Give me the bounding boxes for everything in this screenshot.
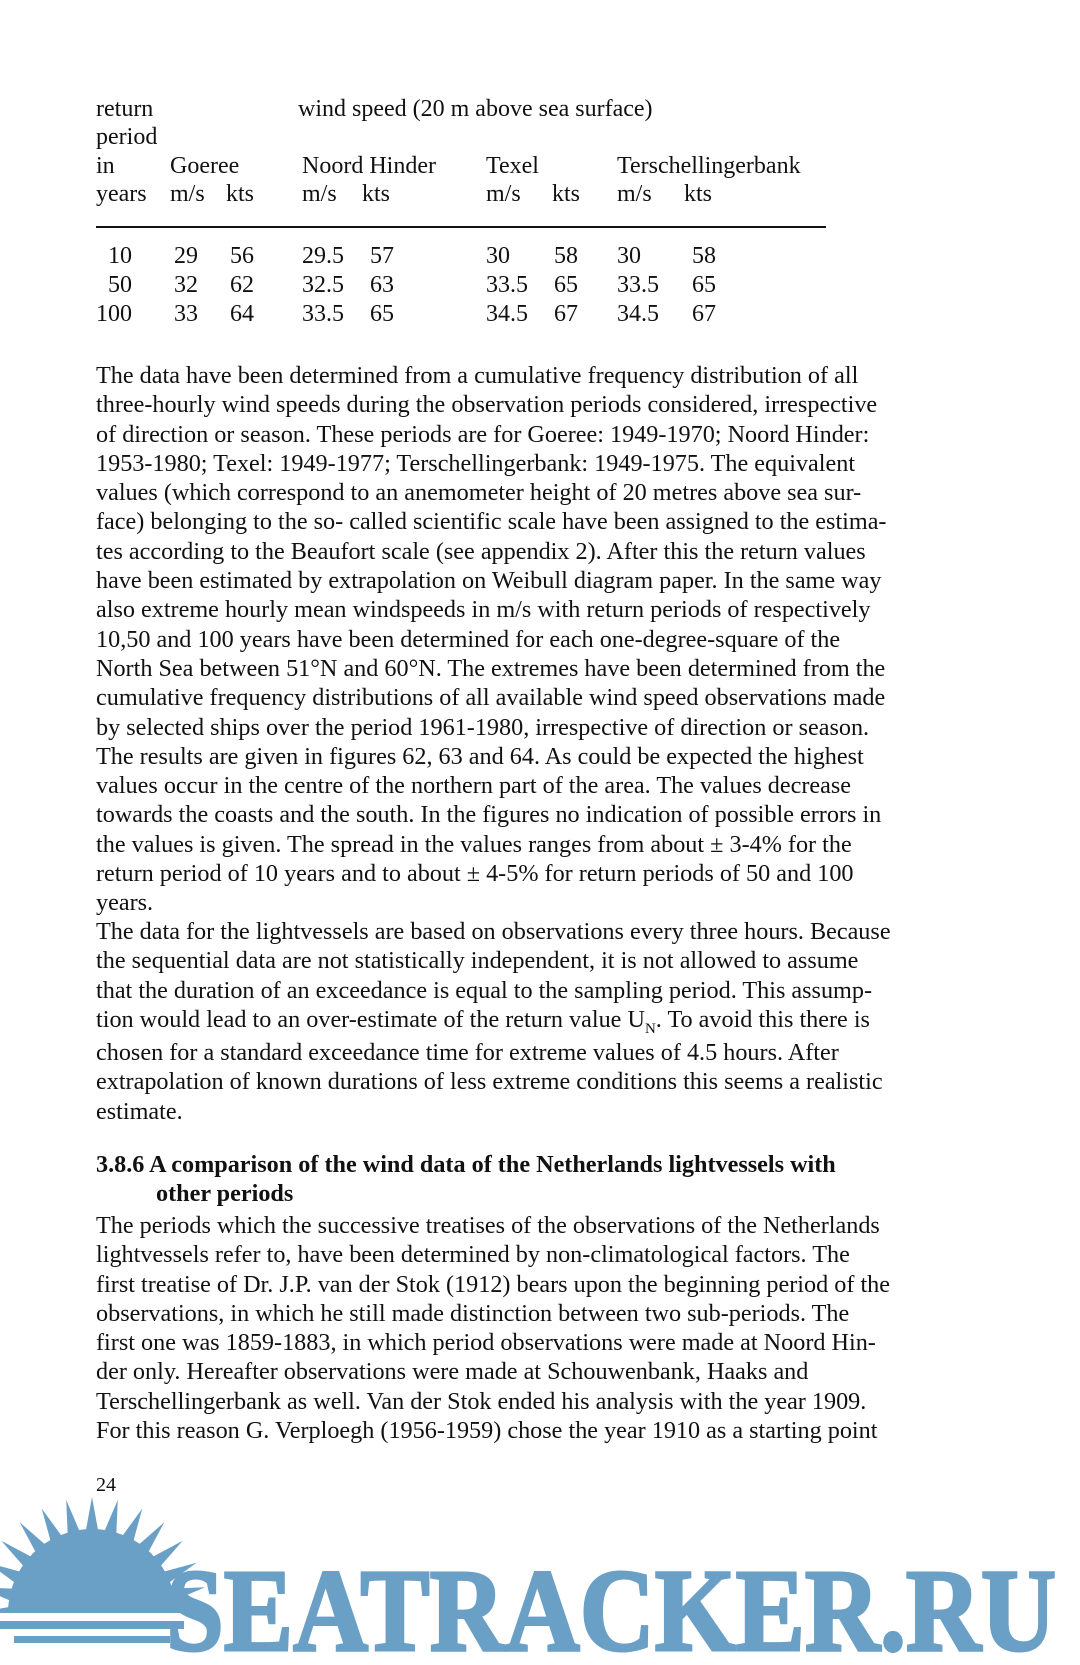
table-cell: 58 xyxy=(692,243,716,269)
text-fragment: tion would lead to an over-estimate of the return value U xyxy=(96,1005,645,1033)
text-line: For this reason G. Verploegh (1956-1959) chose the year 1910 as a starting point xyxy=(96,1417,878,1445)
text-line-with-subscript xyxy=(96,1005,1008,1038)
text-fragment: . To avoid this there is xyxy=(655,1005,870,1033)
text-line: also extreme hourly mean windspeeds in m/s with return periods of respectively xyxy=(96,596,871,624)
text-line: by selected ships over the period 1961-1980, irrespective of direction or season. xyxy=(96,713,870,741)
text-line: The data for the lightvessels are based on observations every three hours. Because xyxy=(96,918,891,945)
text-line: extrapolation of known durations of less extreme conditions this seems a realistic xyxy=(96,1068,883,1096)
table-cell: 32.5 xyxy=(302,272,344,298)
text-line: chosen for a standard exceedance time for extreme values of 4.5 hours. After xyxy=(96,1039,839,1067)
text-line: 10,50 and 100 years have been determined for each one-degree-square of the xyxy=(96,625,841,653)
text-line: estimate. xyxy=(96,1097,183,1125)
table-cell: 33.5 xyxy=(617,272,659,298)
seatracker-watermark xyxy=(0,1495,1080,1665)
text-line: cumulative frequency distributions of all available wind speed observations made xyxy=(96,684,886,712)
text-line: der only. Hereafter observations were made at Schouwenbank, Haaks and xyxy=(96,1358,809,1386)
text-line: first one was 1859-1883, in which period observations were made at Noord Hin- xyxy=(96,1329,876,1357)
text-line: towards the coasts and the south. In the figures no indication of possible errors in xyxy=(96,801,882,829)
table-cell-years: 10 xyxy=(108,243,132,269)
text-line: The periods which the successive treatises of the observations of the Netherlands xyxy=(96,1212,880,1239)
station-goeree: Goeree xyxy=(170,153,240,179)
station-noord-hinder: Noord Hinder xyxy=(302,153,436,179)
table-cell: 32 xyxy=(174,272,198,298)
table-rule xyxy=(96,226,826,228)
text-line: The data have been determined from a cumulative frequency distribution of all xyxy=(96,362,859,389)
unit-kts: kts xyxy=(684,181,713,207)
station-terschellingerbank: Terschellingerbank xyxy=(617,153,801,179)
text-line: three-hourly wind speeds during the observation periods considered, irrespective xyxy=(96,391,878,419)
text-line: Terschellingerbank as well. Van der Stok ended his analysis with the year 1909. xyxy=(96,1387,867,1415)
table-cell: 29.5 xyxy=(302,243,344,269)
paragraph-return-values xyxy=(96,361,1008,918)
table-cell: 65 xyxy=(692,272,716,298)
header-return: return xyxy=(96,96,154,122)
text-line: lightvessels refer to, have been determined by non-climatological factors. The xyxy=(96,1241,850,1269)
text-line: The results are given in figures 62, 63 and 64. As could be expected the highest xyxy=(96,742,864,770)
wind-speed-caption: wind speed (20 m above sea surface) xyxy=(298,96,653,122)
text-line: the sequential data are not statistically independent, it is not allowed to assume xyxy=(96,947,859,975)
section-heading xyxy=(96,1150,996,1208)
watermark-text: SEATRACKER.RU xyxy=(166,1545,1056,1665)
table-cell-years: 50 xyxy=(108,272,132,298)
table-cell: 34.5 xyxy=(617,301,659,327)
table-cell: 65 xyxy=(370,301,394,327)
text-line: face) belonging to the so- called scientific scale have been assigned to the estima- xyxy=(96,508,887,536)
unit-ms: m/s xyxy=(302,181,337,207)
text-line: years. xyxy=(96,889,154,917)
unit-ms: m/s xyxy=(486,181,521,207)
table-cell: 33.5 xyxy=(486,272,528,298)
unit-ms: m/s xyxy=(617,181,652,207)
section-heading-line2: other periods xyxy=(156,1180,294,1207)
table-cell: 30 xyxy=(486,243,510,269)
text-line: have been estimated by extrapolation on Weibull diagram paper. In the same way xyxy=(96,567,882,595)
unit-kts: kts xyxy=(362,181,391,207)
table-cell: 30 xyxy=(617,243,641,269)
unit-ms: m/s xyxy=(170,181,205,207)
header-years: years xyxy=(96,181,147,207)
text-line: tes according to the Beaufort scale (see appendix 2). After this the return values xyxy=(96,537,866,565)
unit-kts: kts xyxy=(552,181,581,207)
text-line: 1953-1980; Texel: 1949-1977; Terschellingerbank: 1949-1975. The equivalent xyxy=(96,449,856,477)
table-cell: 56 xyxy=(230,243,254,269)
text-line: North Sea between 51°N and 60°N. The extremes have been determined from the xyxy=(96,654,886,682)
table-cell: 62 xyxy=(230,272,254,298)
section-heading-line1: 3.8.6 A comparison of the wind data of the Netherlands lightvessels with xyxy=(96,1151,836,1178)
text-line: of direction or season. These periods are for Goeree: 1949-1970; Noord Hinder: xyxy=(96,420,870,448)
text-line: values (which correspond to an anemometer height of 20 metres above sea sur- xyxy=(96,479,862,507)
table-cell: 67 xyxy=(554,301,578,327)
table-cell: 33 xyxy=(174,301,198,327)
table-cell-years: 100 xyxy=(96,301,132,327)
text-line: that the duration of an exceedance is equal to the sampling period. This assump- xyxy=(96,976,873,1004)
text-line: observations, in which he still made distinction between two sub-periods. The xyxy=(96,1299,850,1327)
text-line: first treatise of Dr. J.P. van der Stok (1912) bears upon the beginning period of the xyxy=(96,1270,890,1298)
table-cell: 34.5 xyxy=(486,301,528,327)
table-cell: 63 xyxy=(370,272,394,298)
table-cell: 33.5 xyxy=(302,301,344,327)
subscript-n: N xyxy=(644,1020,656,1037)
header-period: period xyxy=(96,124,158,150)
header-in: in xyxy=(96,153,115,179)
table-cell: 29 xyxy=(174,243,198,269)
station-texel: Texel xyxy=(486,153,539,179)
table-cell: 64 xyxy=(230,301,254,327)
table-cell: 57 xyxy=(370,243,394,269)
text-line: return period of 10 years and to about ± 4-5% for return periods of 50 and 100 xyxy=(96,860,854,888)
paragraph-periods xyxy=(96,1211,1008,1445)
unit-kts: kts xyxy=(226,181,255,207)
table-cell: 65 xyxy=(554,272,578,298)
table-cell: 58 xyxy=(554,243,578,269)
paragraph-lightvessels xyxy=(96,917,1008,1126)
text-line: values occur in the centre of the northern part of the area. The values decrease xyxy=(96,772,852,800)
page-number: 24 xyxy=(96,1474,116,1496)
text-line: the values is given. The spread in the values ranges from about ± 3-4% for the xyxy=(96,830,852,858)
table-cell: 67 xyxy=(692,301,716,327)
